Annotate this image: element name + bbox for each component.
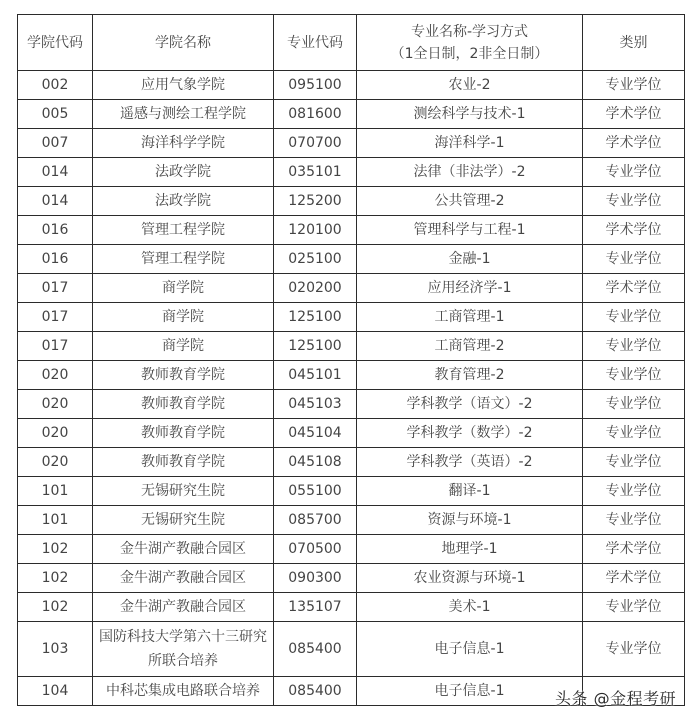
major-name-cell: 管理科学与工程-1 — [357, 216, 583, 245]
category-cell: 专业学位 — [583, 332, 685, 361]
college-code-cell: 017 — [18, 274, 93, 303]
major-code-cell: 135107 — [274, 593, 357, 622]
table-row — [18, 187, 685, 216]
major-code-cell: 090300 — [274, 564, 357, 593]
major-name-cell: 资源与环境-1 — [357, 506, 583, 535]
major-code-cell: 125100 — [274, 303, 357, 332]
college-name-cell: 金牛湖产教融合园区 — [93, 564, 274, 593]
table-row — [18, 622, 685, 677]
table-row — [18, 100, 685, 129]
major-name-cell: 农业-2 — [357, 71, 583, 100]
college-code-cell: 020 — [18, 390, 93, 419]
college-name-cell: 管理工程学院 — [93, 216, 274, 245]
major-code-cell: 095100 — [274, 71, 357, 100]
major-name-cell: 美术-1 — [357, 593, 583, 622]
major-name-cell: 工商管理-1 — [357, 303, 583, 332]
college-code-cell: 101 — [18, 506, 93, 535]
major-code-cell: 025100 — [274, 245, 357, 274]
category-cell: 专业学位 — [583, 187, 685, 216]
header-college-name: 学院名称 — [93, 15, 274, 71]
category-cell: 学术学位 — [583, 216, 685, 245]
college-code-cell: 020 — [18, 361, 93, 390]
table-row — [18, 129, 685, 158]
major-code-cell: 045104 — [274, 419, 357, 448]
watermark: 头条 @金程考研 — [555, 689, 677, 708]
major-name-cell: 学科教学（数学）-2 — [357, 419, 583, 448]
college-code-cell: 017 — [18, 332, 93, 361]
college-name-cell: 法政学院 — [93, 158, 274, 187]
college-name-cell: 海洋科学学院 — [93, 129, 274, 158]
major-code-cell: 085700 — [274, 506, 357, 535]
table-row — [18, 419, 685, 448]
major-name-cell: 工商管理-2 — [357, 332, 583, 361]
college-name-cell: 金牛湖产教融合园区 — [93, 535, 274, 564]
college-name-cell: 金牛湖产教融合园区 — [93, 593, 274, 622]
major-code-cell: 081600 — [274, 100, 357, 129]
college-name-cell: 应用气象学院 — [93, 71, 274, 100]
table-row — [18, 71, 685, 100]
major-code-cell: 020200 — [274, 274, 357, 303]
major-code-cell: 045103 — [274, 390, 357, 419]
college-code-cell: 020 — [18, 448, 93, 477]
college-code-cell: 101 — [18, 477, 93, 506]
college-name-cell: 商学院 — [93, 274, 274, 303]
major-name-cell: 应用经济学-1 — [357, 274, 583, 303]
major-name-cell: 翻译-1 — [357, 477, 583, 506]
college-name-cell: 无锡研究生院 — [93, 506, 274, 535]
category-cell: 专业学位 — [583, 158, 685, 187]
college-code-cell: 005 — [18, 100, 93, 129]
major-name-cell: 测绘科学与技术-1 — [357, 100, 583, 129]
major-name-cell: 学科教学（英语）-2 — [357, 448, 583, 477]
major-name-cell: 金融-1 — [357, 245, 583, 274]
category-cell: 学术学位 — [583, 100, 685, 129]
college-code-cell: 007 — [18, 129, 93, 158]
major-code-cell: 045101 — [274, 361, 357, 390]
college-name-cell: 中科芯集成电路联合培养 — [93, 677, 274, 706]
college-code-cell: 016 — [18, 216, 93, 245]
table-row — [18, 593, 685, 622]
table-row — [18, 158, 685, 187]
major-code-cell: 085400 — [274, 677, 357, 706]
header-college-code: 学院代码 — [18, 15, 93, 71]
header-major-name — [357, 15, 583, 71]
college-code-cell: 017 — [18, 303, 93, 332]
college-code-cell: 020 — [18, 419, 93, 448]
college-name-cell: 遥感与测绘工程学院 — [93, 100, 274, 129]
major-name-cell: 法律（非法学）-2 — [357, 158, 583, 187]
table-row — [18, 361, 685, 390]
header-category: 类别 — [583, 15, 685, 71]
category-cell: 专业学位 — [583, 303, 685, 332]
major-name-cell: 教育管理-2 — [357, 361, 583, 390]
table-row — [18, 303, 685, 332]
table-row — [18, 535, 685, 564]
major-code-cell: 035101 — [274, 158, 357, 187]
college-name-cell: 教师教育学院 — [93, 361, 274, 390]
table-row — [18, 390, 685, 419]
major-code-cell: 120100 — [274, 216, 357, 245]
table-row — [18, 506, 685, 535]
category-cell: 专业学位 — [583, 71, 685, 100]
college-code-cell: 102 — [18, 593, 93, 622]
college-name-cell: 无锡研究生院 — [93, 477, 274, 506]
college-code-cell: 102 — [18, 564, 93, 593]
category-cell: 学术学位 — [583, 564, 685, 593]
table-row — [18, 564, 685, 593]
college-code-cell: 102 — [18, 535, 93, 564]
header-major-code: 专业代码 — [274, 15, 357, 71]
table-body — [18, 71, 685, 706]
category-cell: 专业学位 — [583, 622, 685, 677]
category-cell: 专业学位 — [583, 419, 685, 448]
major-name-cell: 海洋科学-1 — [357, 129, 583, 158]
category-cell: 专业学位 — [583, 593, 685, 622]
college-code-cell: 002 — [18, 71, 93, 100]
category-cell: 学术学位 — [583, 535, 685, 564]
college-name-cell: 教师教育学院 — [93, 419, 274, 448]
college-name-cell: 商学院 — [93, 332, 274, 361]
table-row — [18, 477, 685, 506]
college-name-cell: 教师教育学院 — [93, 448, 274, 477]
category-cell: 专业学位 — [583, 506, 685, 535]
header-row — [18, 15, 685, 71]
college-name-cell: 管理工程学院 — [93, 245, 274, 274]
college-code-cell: 016 — [18, 245, 93, 274]
category-cell: 专业学位 — [583, 448, 685, 477]
category-cell: 学术学位 — [583, 274, 685, 303]
college-code-cell: 103 — [18, 622, 93, 677]
major-name-cell: 地理学-1 — [357, 535, 583, 564]
major-name-cell: 公共管理-2 — [357, 187, 583, 216]
college-name-cell: 教师教育学院 — [93, 390, 274, 419]
college-name-cell: 法政学院 — [93, 187, 274, 216]
table-row — [18, 216, 685, 245]
major-name-cell: 农业资源与环境-1 — [357, 564, 583, 593]
major-code-cell: 125100 — [274, 332, 357, 361]
college-name-cell: 商学院 — [93, 303, 274, 332]
category-cell: 专业学位 — [583, 477, 685, 506]
major-name-cell: 学科教学（语文）-2 — [357, 390, 583, 419]
major-code-cell: 055100 — [274, 477, 357, 506]
major-name-cell: 电子信息-1 — [357, 622, 583, 677]
header-major-name-line2: （1全日制，2非全日制） — [390, 45, 549, 62]
major-code-cell: 045108 — [274, 448, 357, 477]
college-code-cell: 014 — [18, 158, 93, 187]
table-row — [18, 448, 685, 477]
college-code-cell: 014 — [18, 187, 93, 216]
category-cell: 专业学位 — [583, 390, 685, 419]
category-cell: 专业学位 — [583, 245, 685, 274]
major-code-cell: 125200 — [274, 187, 357, 216]
header-major-name-line1: 专业名称-学习方式 — [410, 23, 529, 40]
major-code-cell: 070700 — [274, 129, 357, 158]
college-code-cell: 104 — [18, 677, 93, 706]
category-cell: 学术学位 — [583, 129, 685, 158]
college-name-cell: 国防科技大学第六十三研究所联合培养 — [93, 622, 274, 677]
table-row — [18, 332, 685, 361]
major-code-cell: 070500 — [274, 535, 357, 564]
table-row — [18, 274, 685, 303]
table-row — [18, 245, 685, 274]
major-name-cell: 电子信息-1 — [357, 677, 583, 706]
category-cell: 专业学位 — [583, 361, 685, 390]
major-code-cell: 085400 — [274, 622, 357, 677]
admissions-table — [17, 14, 685, 706]
